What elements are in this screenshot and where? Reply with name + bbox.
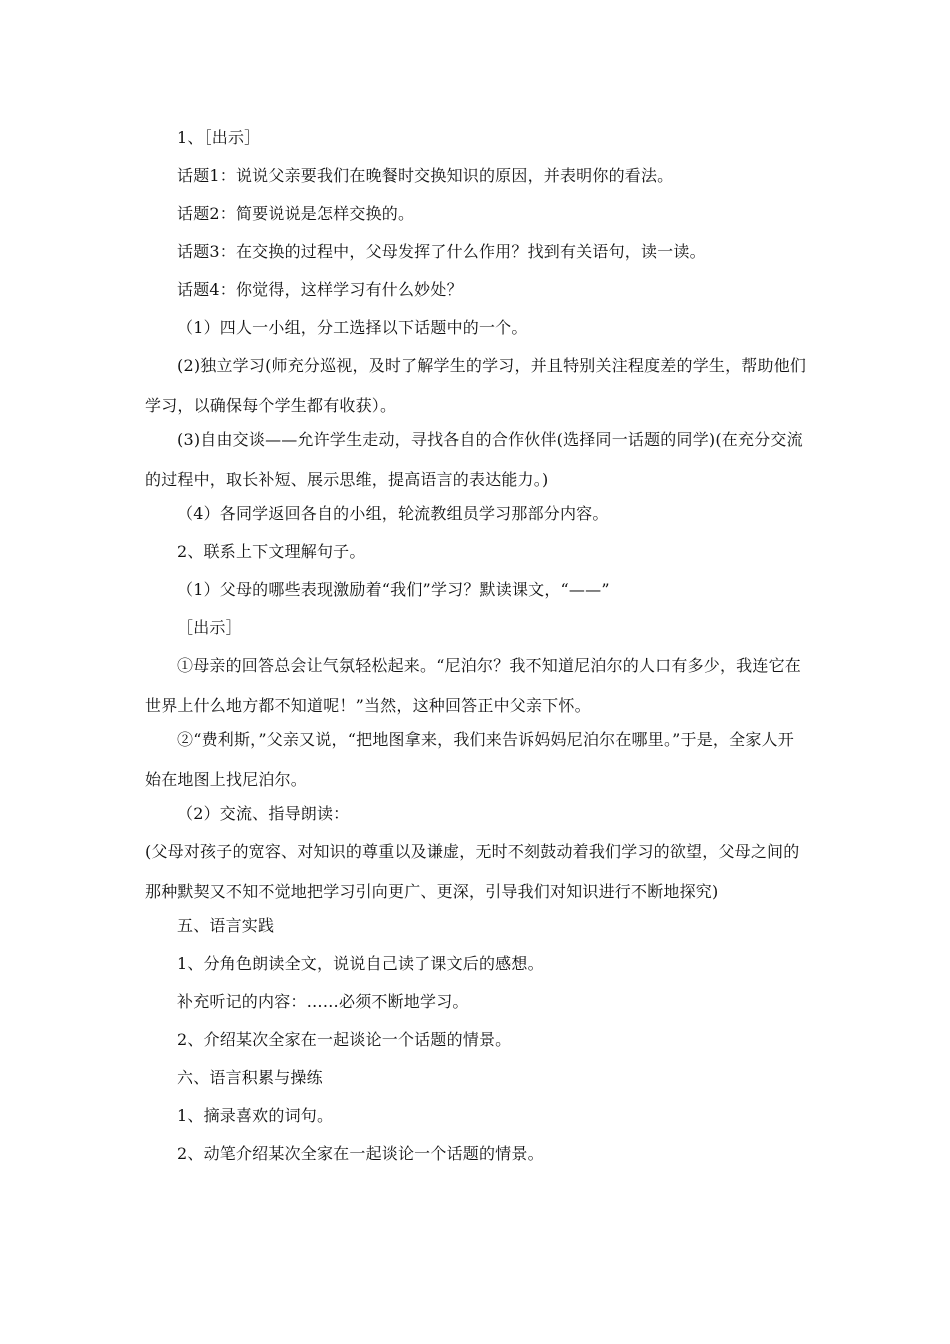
paragraph-step-1: （1）四人一小组，分工选择以下话题中的一个。 bbox=[177, 318, 528, 337]
paragraph-practice-2: 2、介绍某次全家在一起谈论一个话题的情景。 bbox=[177, 1030, 512, 1049]
paragraph-show-1: 1、［出示］ bbox=[177, 128, 261, 147]
paragraph-topic-1: 话题1：说说父亲要我们在晚餐时交换知识的原因，并表明你的看法。 bbox=[177, 166, 674, 185]
section-heading-language-practice: 五、语言实践 bbox=[177, 916, 275, 935]
paragraph-topic-2: 话题2：简要说说是怎样交换的。 bbox=[177, 204, 415, 223]
paragraph-practice-supplement: 补充听记的内容：……必须不断地学习。 bbox=[177, 992, 469, 1011]
section-heading-language-accumulation: 六、语言积累与操练 bbox=[177, 1068, 323, 1087]
paragraph-step-2: (2)独立学习(师充分巡视，及时了解学生的学习，并且特别关注程度差的学生，帮助他们学习，以确保每个学生都有收获）。 bbox=[145, 356, 807, 415]
paragraph-topic-3: 话题3：在交换的过程中，父母发挥了什么作用？找到有关语句，读一读。 bbox=[177, 242, 706, 261]
paragraph-reading-note: (父母对孩子的宽容、对知识的尊重以及谦虚，无时不刻鼓动着我们学习的欲望，父母之间的那种默契又不知不觉地把学习引向更广、更深，引导我们对知识进行不断地探究) bbox=[145, 842, 800, 901]
paragraph-quote-1: ①母亲的回答总会让气氛轻松起来。“尼泊尔？我不知道尼泊尔的人口有多少，我连它在世界上什么地方都不知道呢！”当然，这种回答正中父亲下怀。 bbox=[145, 656, 801, 715]
paragraph-step-3: (3)自由交谈——允许学生走动，寻找各自的合作伙伴(选择同一话题的同学)(在充分交流的过程中，取长补短、展示思维，提高语言的表达能力。) bbox=[145, 430, 803, 489]
paragraph-step-4: （4）各同学返回各自的小组，轮流教组员学习那部分内容。 bbox=[177, 504, 609, 523]
paragraph-question-1: （1）父母的哪些表现激励着“我们”学习？默读课文，“——” bbox=[177, 580, 610, 599]
paragraph-accumulation-1: 1、摘录喜欢的词句。 bbox=[177, 1106, 334, 1125]
document-body bbox=[145, 126, 810, 1180]
paragraph-quote-2: ②“费利斯，”父亲又说，“把地图拿来，我们来告诉妈妈尼泊尔在哪里。”于是，全家人开始在地图上找尼泊尔。 bbox=[145, 730, 794, 789]
paragraph-practice-1: 1、分角色朗读全文，说说自己读了课文后的感想。 bbox=[177, 954, 544, 973]
paragraph-show-2: ［出示］ bbox=[177, 618, 242, 637]
paragraph-reading-guide: （2）交流、指导朗读： bbox=[177, 804, 350, 823]
paragraph-accumulation-2: 2、动笔介绍某次全家在一起谈论一个话题的情景。 bbox=[177, 1144, 544, 1163]
paragraph-section-2: 2、联系上下文理解句子。 bbox=[177, 542, 366, 561]
paragraph-topic-4: 话题4：你觉得，这样学习有什么妙处？ bbox=[177, 280, 463, 299]
